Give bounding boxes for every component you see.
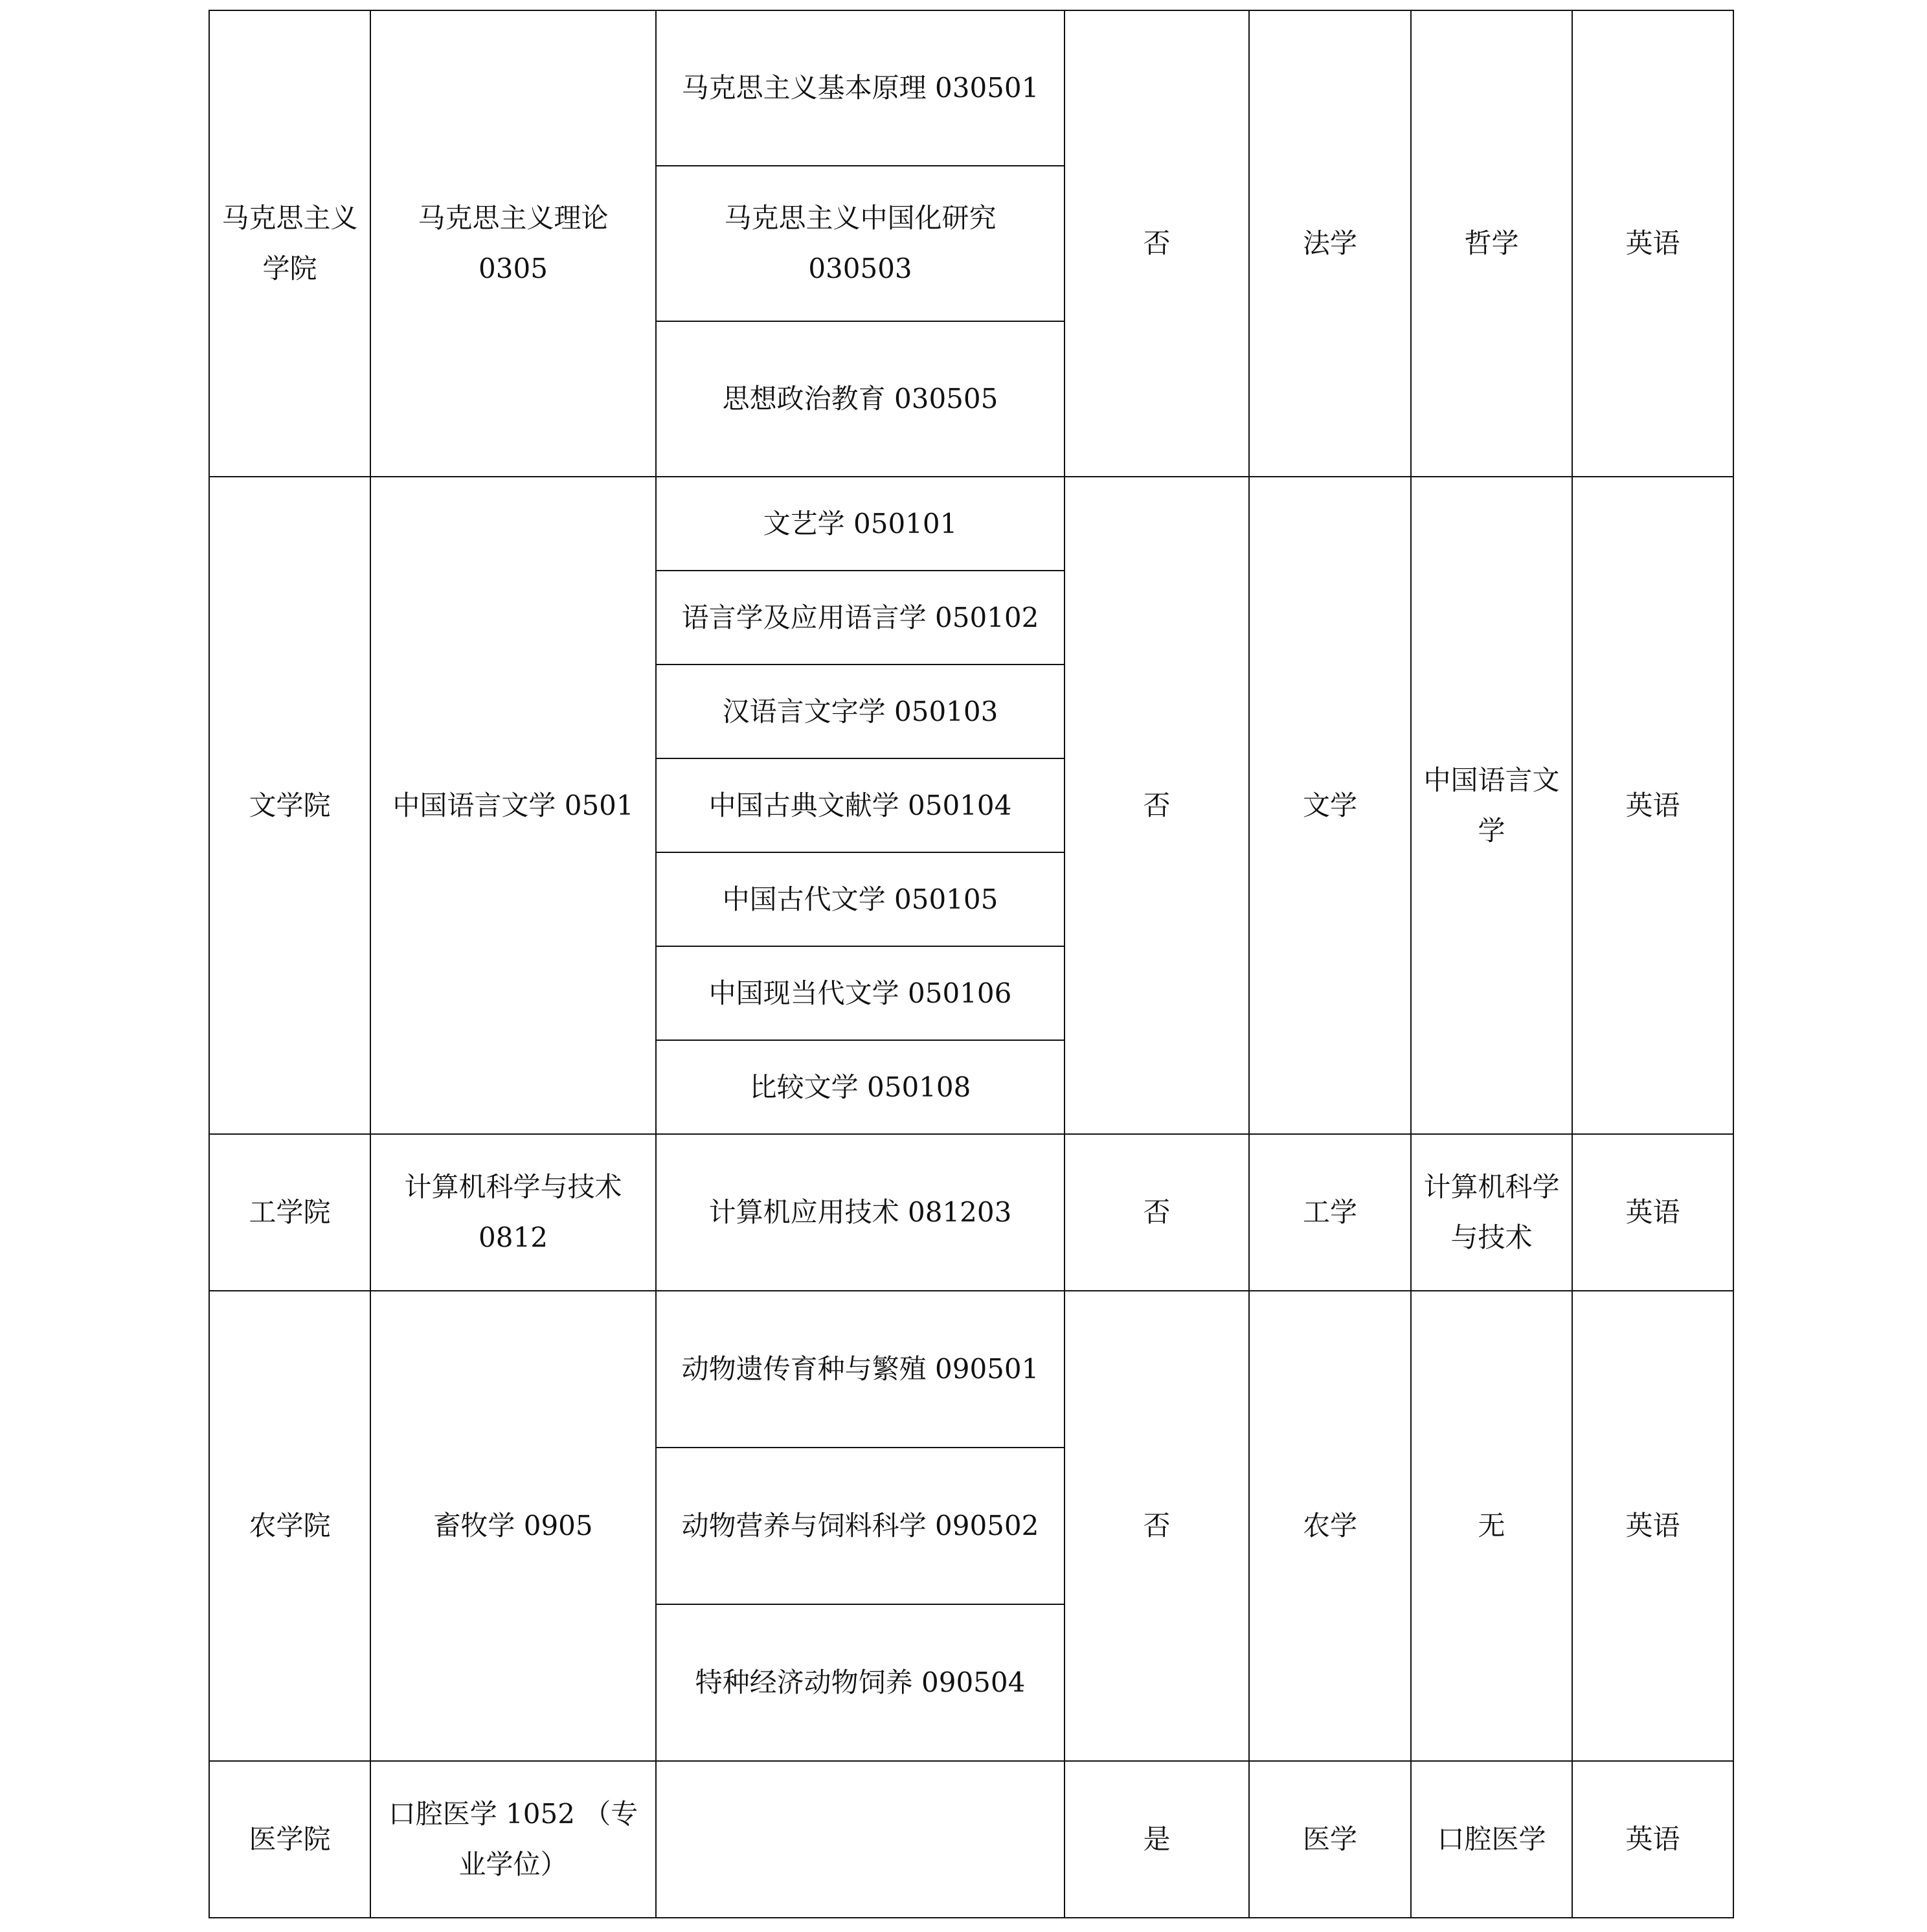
category-cell: 工学	[1249, 1134, 1411, 1291]
language-cell: 英语	[1572, 1134, 1733, 1291]
flag-cell: 否	[1065, 477, 1249, 1134]
first-subject-cell: 哲学	[1411, 10, 1572, 477]
major-cell: 汉语言文字学 050103	[656, 665, 1065, 758]
first-subject-cell: 口腔医学	[1411, 1761, 1572, 1918]
table-row	[209, 1291, 1733, 1448]
category-cell: 文学	[1249, 477, 1411, 1134]
table-row	[209, 10, 1733, 166]
language-cell: 英语	[1572, 1291, 1733, 1761]
flag-cell: 否	[1065, 1291, 1249, 1761]
major-cell: 马克思主义基本原理 030501	[656, 10, 1065, 166]
major-cell: 动物营养与饲料科学 090502	[656, 1448, 1065, 1604]
major-cell: 特种经济动物饲养 090504	[656, 1604, 1065, 1761]
major-cell: 中国古典文献学 050104	[656, 758, 1065, 852]
flag-cell: 是	[1065, 1761, 1249, 1918]
discipline-cell: 畜牧学 0905	[370, 1291, 656, 1761]
category-cell: 医学	[1249, 1761, 1411, 1918]
language-cell: 英语	[1572, 10, 1733, 477]
major-cell: 计算机应用技术 081203	[656, 1134, 1065, 1291]
language-cell: 英语	[1572, 477, 1733, 1134]
major-cell: 思想政治教育 030505	[656, 321, 1065, 477]
program-table	[208, 10, 1734, 1918]
major-cell: 比较文学 050108	[656, 1040, 1065, 1134]
college-cell: 文学院	[209, 477, 370, 1134]
major-cell: 马克思主义中国化研究 030503	[656, 166, 1065, 321]
college-cell: 马克思主义学院	[209, 10, 370, 477]
first-subject-cell: 中国语言文学	[1411, 477, 1572, 1134]
language-cell: 英语	[1572, 1761, 1733, 1918]
flag-cell: 否	[1065, 1134, 1249, 1291]
major-cell	[656, 1761, 1065, 1918]
table-row	[209, 1761, 1733, 1918]
first-subject-cell: 无	[1411, 1291, 1572, 1761]
major-cell: 语言学及应用语言学 050102	[656, 571, 1065, 665]
major-cell: 文艺学 050101	[656, 477, 1065, 571]
flag-cell: 否	[1065, 10, 1249, 477]
discipline-cell: 马克思主义理论 0305	[370, 10, 656, 477]
major-cell: 动物遗传育种与繁殖 090501	[656, 1291, 1065, 1448]
first-subject-cell: 计算机科学与技术	[1411, 1134, 1572, 1291]
college-cell: 医学院	[209, 1761, 370, 1918]
major-cell: 中国现当代文学 050106	[656, 946, 1065, 1040]
major-cell: 中国古代文学 050105	[656, 852, 1065, 946]
category-cell: 法学	[1249, 10, 1411, 477]
table-row	[209, 477, 1733, 571]
table-row	[209, 1134, 1733, 1291]
category-cell: 农学	[1249, 1291, 1411, 1761]
discipline-cell: 口腔医学 1052 （专业学位）	[370, 1761, 656, 1918]
college-cell: 农学院	[209, 1291, 370, 1761]
college-cell: 工学院	[209, 1134, 370, 1291]
discipline-cell: 中国语言文学 0501	[370, 477, 656, 1134]
discipline-cell: 计算机科学与技术 0812	[370, 1134, 656, 1291]
